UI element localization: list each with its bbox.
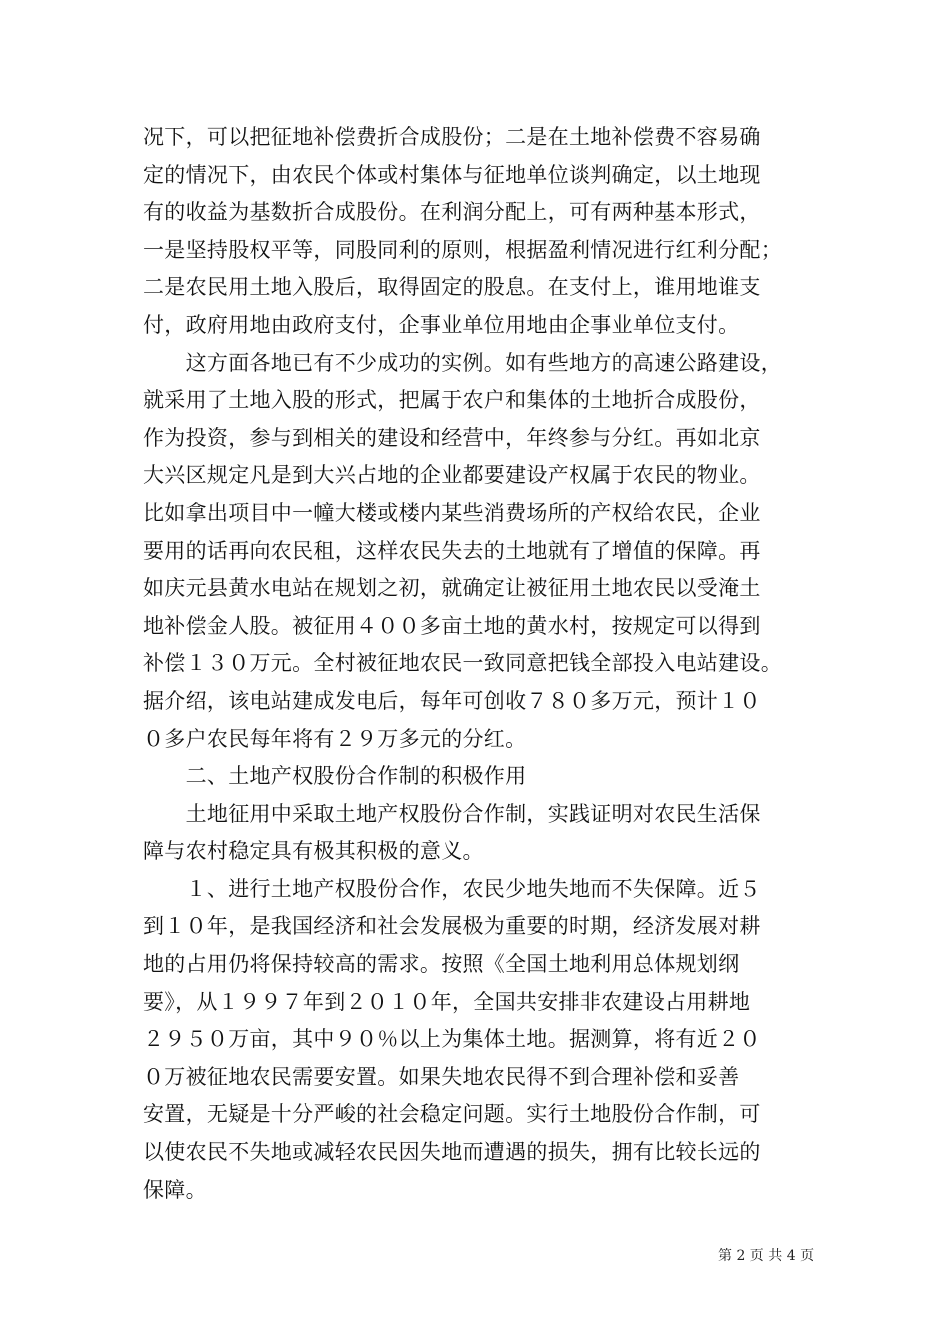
text-line: 作为投资，参与到相关的建设和经营中，年终参与分红。再如北京 (143, 425, 761, 450)
text-line: 况下，可以把征地补偿费折合成股份；二是在土地补偿费不容易确 (143, 125, 761, 149)
text-line: 到１０年，是我国经济和社会发展极为重要的时期，经济发展对耕 (143, 914, 761, 939)
text-line: 要用的话再向农民租，这样农民失去的土地就有了增值的保障。再 (143, 538, 761, 563)
text-line: 地补偿金人股。被征用４００多亩土地的黄水村，按规定可以得到 (143, 613, 761, 638)
text-line: 地的占用仍将保持较高的需求。按照《全国土地利用总体规划纲 (143, 952, 740, 977)
text-line: 保障。 (143, 1177, 207, 1202)
text-line: 安置，无疑是十分严峻的社会稳定问题。实行土地股份合作制，可 (143, 1102, 761, 1127)
section-heading: 二、土地产权股份合作制的积极作用 (143, 764, 527, 789)
text-line: 补偿１３０万元。全村被征地农民一致同意把钱全部投入电站建设。 (143, 651, 782, 676)
page-number-footer: 第 2 页 共 4 页 (718, 1248, 815, 1264)
text-line: 就采用了土地入股的形式，把属于农户和集体的土地折合成股份， (143, 388, 761, 413)
text-line: １、进行土地产权股份合作，农民少地失地而不失保障。近５ (143, 876, 761, 901)
text-line: 以使农民不失地或减轻农民因失地而遭遇的损失，拥有比较长远的 (143, 1140, 761, 1165)
text-line: 有的收益为基数折合成股份。在利润分配上，可有两种基本形式， (143, 200, 761, 225)
text-line: 二是农民用土地入股后，取得固定的股息。在支付上，谁用地谁支 (143, 275, 761, 300)
text-line: ０万被征地农民需要安置。如果失地农民得不到合理补偿和妥善 (143, 1064, 740, 1089)
text-line: 比如拿出项目中一幢大楼或楼内某些消费场所的产权给农民，企业 (143, 500, 761, 525)
text-line: ０多户农民每年将有２９万多元的分红。 (143, 726, 527, 751)
text-line: 如庆元县黄水电站在规划之初，就确定让被征用土地农民以受淹土 (143, 576, 761, 601)
text-line: 障与农村稳定具有极其积极的意义。 (143, 839, 484, 864)
text-line: 付，政府用地由政府支付，企事业单位用地由企事业单位支付。 (143, 312, 740, 337)
text-line: 大兴区规定凡是到大兴占地的企业都要建设产权属于农民的物业。 (143, 463, 761, 488)
text-line: 据介绍，该电站建成发电后，每年可创收７８０多万元，预计１０ (143, 688, 761, 713)
text-line: ２９５０万亩，其中９０％以上为集体土地。据测算，将有近２０ (143, 1027, 761, 1052)
text-line: 定的情况下，由农民个体或村集体与征地单位谈判确定，以土地现 (143, 162, 761, 187)
text-line: 土地征用中采取土地产权股份合作制，实践证明对农民生活保 (143, 801, 761, 826)
document-body (143, 119, 808, 1209)
text-line: 一是坚持股权平等，同股同利的原则，根据盈利情况进行红利分配； (143, 237, 782, 262)
text-line: 要》，从１９９７年到２０１０年，全国共安排非农建设占用耕地 (143, 989, 751, 1014)
text-line: 这方面各地已有不少成功的实例。如有些地方的高速公路建设， (143, 350, 782, 375)
